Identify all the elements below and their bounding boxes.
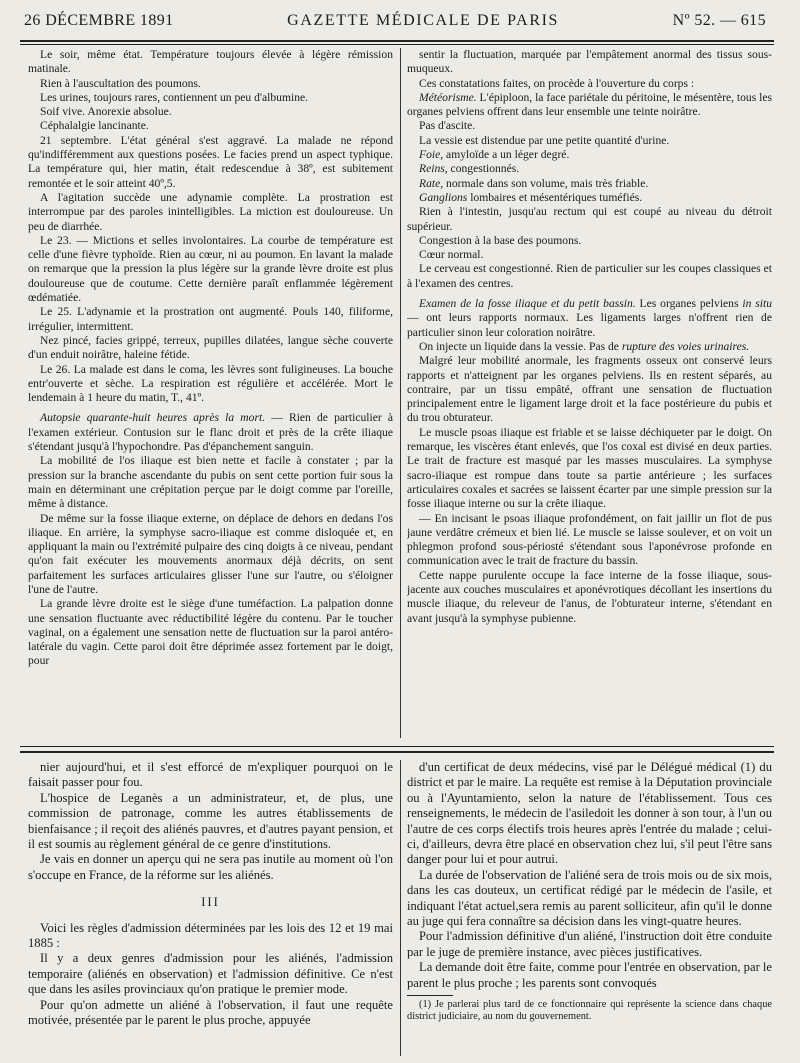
paragraph: Malgré leur mobilité anormale, les fragments osseux ont conservé leurs rapports et n'atteignent par les organes pelviens. Ils en restent séparés, au contraire, par un tissu empâté, offrant une sensation de fluctuation principalement entre le ligament large droit et la face postérieure du pubis et du trou obturateur. (407, 354, 772, 425)
autopsy-text: — Rien de particulier à l'examen extérieur. Contusion sur le flanc droit et près de la crête iliaque s'étendant jusqu'à l'hypochondre. Pas d'épanchement sanguin. (28, 411, 393, 454)
paragraph: Il y a deux genres d'admission pour les aliénés, l'admission temporaire (aliénés en observation) et l'admission définitive. Ce n'est que dans les asiles provinciaux qu'on pratique le premier mode. (28, 951, 393, 997)
paragraph: Le cerveau est congestionné. Rien de particulier sur les coupes classiques et à l'examen des centres. (407, 262, 772, 290)
paragraph: Voici les règles d'admission déterminées par les lois des 12 et 19 mai 1885 : (28, 920, 393, 951)
article-column-right (407, 760, 772, 1056)
paragraph-autopsy (28, 411, 393, 454)
paragraph: Ces constatations faites, on procède à l'ouverture du corps : (419, 76, 695, 90)
term-italic: Météorisme. (419, 90, 477, 104)
paragraph: Rien à l'intestin, jusqu'au rectum qui est coupé au niveau du détroit supérieur. (407, 205, 772, 233)
paragraph: d'un certificat de deux médecins, visé par le Délégué médical (1) du district et par le maire. La requête est remise à la Députation provinciale ou à l'Ayuntamiento, selon la nature de l'établissement. Tous ces renseignements, le médecin de l'asiledoit les donner à son tour, à l'un ou l'autre de ces corps électifs trois heures après l'entrée du malade ; celui-ci, d'ailleurs, devra être placé en observation chez lui, s'il peut l'être sans danger pour lui et pour autrui. (407, 760, 772, 867)
paragraph: Les urines, toujours rares, contiennent un peu d'albumine. (40, 90, 309, 104)
paragraph: nier aujourd'hui, et il s'est efforcé de m'expliquer pourquoi on le faisait passer pour fou. (28, 760, 393, 790)
paragraph: Cœur normal. (419, 248, 484, 262)
paragraph: — En incisant le psoas iliaque profondément, on fait jaillir un flot de pus jaune verdâtre crémeux et bien lié. Le muscle se laisse soulever, et on voit un phlegmon profond sous-périosté s'étendant sous l'aponévrose profonde en communication avec le trait de fracture du bassin. (407, 511, 772, 568)
term-italic: Rate, (419, 176, 444, 190)
case-column-left (28, 48, 393, 738)
term-italic: Ganglions (419, 190, 468, 204)
paragraph: La vessie est distendue par une petite quantité d'urine. (419, 133, 670, 147)
term-italic: Foie, (419, 148, 444, 162)
page-header (24, 12, 766, 36)
paragraph: Rien à l'auscultation des poumons. (40, 76, 201, 90)
paragraph-pelvis-exam (407, 297, 772, 340)
term-text: amyloïde a un léger degré. (443, 148, 570, 162)
exam-text: Les organes pelviens (635, 297, 743, 311)
injection-text: On injecte un liquide dans la vessie. Pas de (419, 339, 622, 353)
paragraph (407, 191, 772, 205)
paragraph: De même sur la fosse iliaque externe, on déplace de dehors en dedans l'os iliaque. En arrière, la symphyse sacro-iliaque est comme disloquée et, en appliquant la main ou l'extrémité pulpaire des cinq doigts à ce niveau, pendant qu'on fait exécuter les mouvements anormaux déjà décrits, on sent parfaitement les surfaces articulaires glisser l'une sur l'autre, ou s'éloigner l'une de l'autre. (28, 511, 393, 596)
footnote: (1) Je parlerai plus tard de ce fonctionnaire qui représente la science dans chaque district judiciaire, au nom du gouvernement. (407, 999, 772, 1022)
paragraph (407, 91, 772, 120)
paragraph (407, 148, 772, 162)
paragraph: 21 septembre. L'état général s'est aggravé. La malade ne répond qu'indifféremment aux questions posées. Le facies prend un aspect typhique. La température qui, hier matin, était redescendue à 38º, est subitement remontée et le soir atteint 40º,5. (28, 133, 393, 190)
paragraph: sentir la fluctuation, marquée par l'empâtement anormal des tissus sous-muqueux. (407, 48, 772, 76)
column-divider (400, 760, 401, 1056)
exam-heading: Examen de la fosse iliaque et du petit bassin. (419, 297, 636, 311)
paragraph: A l'agitation succède une adynamie complète. La prostration est interrompue par des paroles inintelligibles. La miction est douloureuse. Un peu de diarrhée. (28, 190, 393, 233)
paragraph: Le muscle psoas iliaque est friable et se laisse déchiqueter par le doigt. On remarque, les viscères étant enlevés, que l'os coxal est divisé en deux parties. Le trait de fracture est masqué par les masses musculaires. La symphyse sacro-iliaque est rompue dans toute sa partie antérieure ; les surfaces articulaires coxales et sacrées se laissent écarter par une simple pression sur la fosse iliaque interne ou sur la crête iliaque. (407, 425, 772, 511)
paragraph: La demande doit être faite, comme pour l'entrée en observation, par le parent le plus proche ; les parents sont convoqués (407, 960, 772, 990)
header-rule-thin (20, 44, 774, 45)
paragraph: Pour qu'on admette un aliéné à l'observation, il faut une requête motivée, présentée par le parent le plus proche, appuyée (28, 997, 393, 1028)
journal-title: GAZETTE MÉDICALE DE PARIS (287, 12, 560, 29)
section-rule (20, 746, 774, 747)
section-number: III (201, 895, 220, 910)
issue-date: 26 DÉCEMBRE 1891 (24, 12, 174, 29)
paragraph: La grande lèvre droite est le siège d'une tuméfaction. La palpation donne une sensation fluctuante avec réductibilité légère du contenu. Par le toucher vaginal, on a également une sensation nette de fluctuation sur la paroi antéro-latérale du vagin. Cette paroi doit être déprimée assez fortement par le doigt, pour (28, 597, 393, 668)
term-italic: rupture des voies urinaires. (621, 339, 750, 353)
paragraph (407, 340, 772, 354)
paragraph (407, 177, 772, 191)
article-column-left (28, 760, 393, 1056)
paragraph: Nez pincé, facies grippé, terreux, pupilles dilatées, langue sèche couverte d'un enduit noirâtre, haleine fétide. (28, 333, 393, 362)
column-divider (400, 48, 401, 738)
paragraph: Le soir, même état. Température toujours élevée à légère rémission matinale. (28, 48, 393, 76)
paragraph: Le 26. La malade est dans le coma, les lèvres sont fuligineuses. La bouche entr'ouverte et sèche. La respiration est régulière et accélérée. Mort le lendemain à 1 heure du matin, T., 41º. (28, 362, 393, 405)
paragraph: La mobilité de l'os iliaque est bien nette et facile à constater ; par la pression sur la branche ascendante du pubis on sent cette portion fuir sous la main en déterminant une crépitation perçue par le doigt comme par l'oreille, même à distance. (28, 454, 393, 511)
header-rule (20, 40, 774, 42)
paragraph: La durée de l'observation de l'aliéné sera de trois mois ou de six mois, dans les cas douteux, un certificat rédigé par le médecin de l'asile, et indiquant l'état actuel,sera remis au parent solliciteur, afin qu'il le donne au juge qui fera connaître sa décision dans les vingt-quatre heures. (407, 867, 772, 929)
term-text: congestionnés. (447, 162, 520, 176)
term-italic: Reins, (419, 162, 448, 176)
paragraph: Le 23. — Mictions et selles involontaires. La courbe de température est celle d'une fièvre typhoïde. Rien au cœur, ni au poumon. En lavant la malade on remarque que la pression la plus légère sur la grande lèvre droite est plus douloureuse que de coutume. Cette dernière paraît enflammée légèrement œdématiée. (28, 233, 393, 305)
footnote-rule (407, 995, 453, 996)
term-italic: in situ (742, 297, 772, 311)
paragraph: Le 25. L'adynamie et la prostration ont augmenté. Pouls 140, filiforme, irrégulier, intermittent. (28, 305, 393, 333)
term-text: normale dans son volume, mais très friable. (443, 176, 649, 190)
paragraph: L'hospice de Leganès a un administrateur, et, de plus, une commission de patronage, comme les autres établissements de bienfaisance ; il reçoit des aliénés pauvres, et d'autres payant pension, et il est soumis au règlement général de ce genre d'institutions. (28, 790, 393, 852)
exam-text: — ont leurs rapports normaux. Les ligaments larges n'offrent rien de particulier sinon leur coloration noirâtre. (407, 311, 772, 339)
autopsy-heading: Autopsie quarante-huit heures après la mort. (40, 411, 266, 425)
case-column-right (407, 48, 772, 738)
paragraph: Je vais en donner un aperçu qui ne sera pas inutile au moment où l'on s'occupe en France, de la réforme sur les aliénés. (28, 852, 393, 882)
paragraph: Pas d'ascite. (419, 119, 476, 133)
paragraph: Céphalalgie lancinante. (40, 119, 149, 133)
term-text: lombaires et mésentériques tuméfiés. (467, 190, 643, 204)
paragraph: Congestion à la base des poumons. (419, 233, 582, 247)
section-rule-thick (20, 751, 774, 753)
paragraph: Pour l'admission définitive d'un aliéné, l'instruction doit être conduite par le juge de première instance, avec pièces justificatives. (407, 929, 772, 959)
paragraph (407, 162, 772, 176)
paragraph: Cette nappe purulente occupe la face interne de la fosse iliaque, sous-jacente aux couches musculaires et aponévrotiques décollant les insertions du muscle iliaque, du releveur de l'anus, de l'obturateur interne, s'étendant en avant jusqu'à la symphyse pubienne. (407, 568, 772, 625)
issue-page-number: Nº 52. — 615 (672, 12, 766, 29)
paragraph: Soif vive. Anorexie absolue. (40, 105, 172, 119)
term-text: L'épiploon, la face pariétale du péritoine, le mésentère, tous les organes pelviens offrent dans leur ensemble une teinte noirâtre. (407, 90, 772, 119)
